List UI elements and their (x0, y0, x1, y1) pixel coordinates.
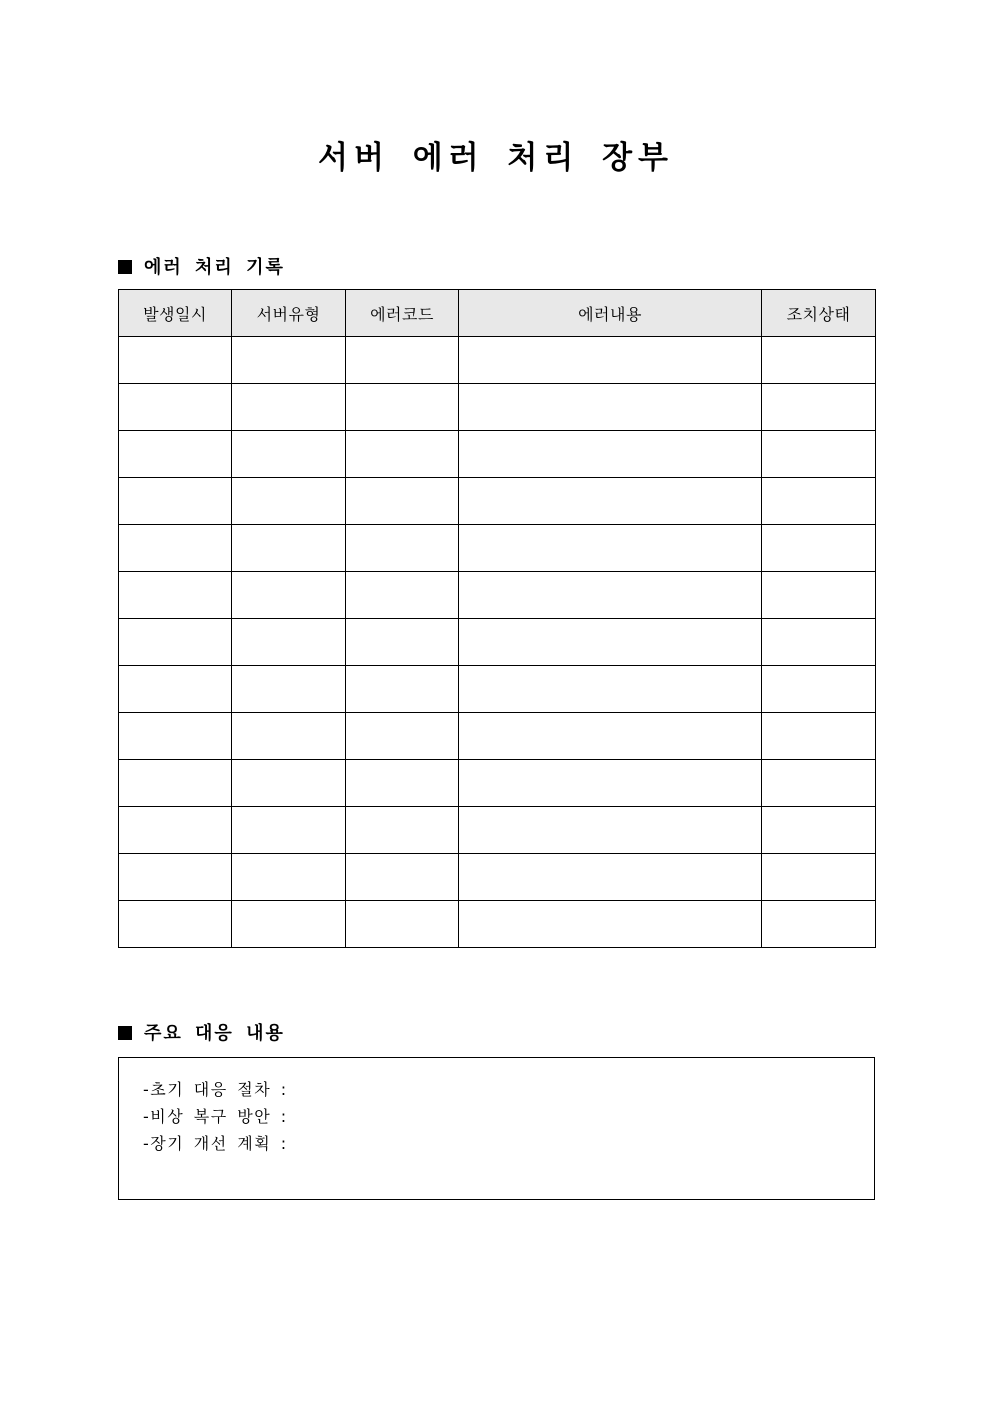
table-row (119, 572, 876, 619)
cell-server-type[interactable] (232, 713, 346, 760)
cell-action-status[interactable] (762, 713, 876, 760)
response-item-emergency: -비상 복구 방안 : (143, 1107, 288, 1126)
cell-error-detail[interactable] (459, 666, 762, 713)
cell-error-detail[interactable] (459, 760, 762, 807)
cell-error-detail[interactable] (459, 619, 762, 666)
cell-server-type[interactable] (232, 431, 346, 478)
cell-occurred-at[interactable] (119, 713, 232, 760)
table-row (119, 431, 876, 478)
cell-occurred-at[interactable] (119, 572, 232, 619)
cell-server-type[interactable] (232, 854, 346, 901)
response-item-initial: -초기 대응 절차 : (143, 1080, 288, 1099)
record-section-heading-label: 에러 처리 기록 (144, 257, 285, 278)
cell-error-detail[interactable] (459, 901, 762, 948)
table-row (119, 384, 876, 431)
table-row (119, 525, 876, 572)
cell-occurred-at[interactable] (119, 901, 232, 948)
cell-error-detail[interactable] (459, 478, 762, 525)
cell-action-status[interactable] (762, 854, 876, 901)
cell-server-type[interactable] (232, 525, 346, 572)
cell-error-code[interactable] (346, 431, 459, 478)
response-list (143, 1076, 288, 1157)
cell-occurred-at[interactable] (119, 431, 232, 478)
table-row (119, 854, 876, 901)
cell-error-code[interactable] (346, 807, 459, 854)
cell-server-type[interactable] (232, 807, 346, 854)
cell-action-status[interactable] (762, 901, 876, 948)
cell-action-status[interactable] (762, 337, 876, 384)
record-section-heading (118, 253, 285, 279)
cell-error-detail[interactable] (459, 713, 762, 760)
cell-server-type[interactable] (232, 337, 346, 384)
cell-occurred-at[interactable] (119, 854, 232, 901)
cell-occurred-at[interactable] (119, 478, 232, 525)
cell-action-status[interactable] (762, 384, 876, 431)
table-row (119, 337, 876, 384)
cell-error-code[interactable] (346, 619, 459, 666)
table-row (119, 807, 876, 854)
table-row (119, 901, 876, 948)
cell-server-type[interactable] (232, 572, 346, 619)
cell-error-detail[interactable] (459, 525, 762, 572)
cell-error-code[interactable] (346, 713, 459, 760)
column-header-error-code: 에러코드 (346, 290, 459, 337)
table-row (119, 619, 876, 666)
table-row (119, 760, 876, 807)
column-header-occurred-at: 발생일시 (119, 290, 232, 337)
cell-server-type[interactable] (232, 760, 346, 807)
table-header-row (119, 290, 876, 337)
table-row (119, 713, 876, 760)
cell-occurred-at[interactable] (119, 384, 232, 431)
square-bullet-icon (118, 260, 132, 274)
cell-error-code[interactable] (346, 337, 459, 384)
cell-error-code[interactable] (346, 525, 459, 572)
error-record-table (118, 289, 876, 948)
square-bullet-icon (118, 1026, 132, 1040)
response-section-heading-label: 주요 대응 내용 (144, 1023, 285, 1044)
cell-action-status[interactable] (762, 666, 876, 713)
cell-action-status[interactable] (762, 619, 876, 666)
cell-action-status[interactable] (762, 807, 876, 854)
cell-server-type[interactable] (232, 478, 346, 525)
cell-error-detail[interactable] (459, 854, 762, 901)
cell-server-type[interactable] (232, 901, 346, 948)
cell-error-detail[interactable] (459, 384, 762, 431)
response-item-longterm: -장기 개선 계획 : (143, 1134, 288, 1153)
cell-occurred-at[interactable] (119, 525, 232, 572)
cell-error-detail[interactable] (459, 431, 762, 478)
cell-action-status[interactable] (762, 760, 876, 807)
cell-action-status[interactable] (762, 572, 876, 619)
cell-error-code[interactable] (346, 760, 459, 807)
table-body (119, 337, 876, 948)
cell-server-type[interactable] (232, 619, 346, 666)
cell-action-status[interactable] (762, 431, 876, 478)
cell-server-type[interactable] (232, 666, 346, 713)
cell-error-detail[interactable] (459, 807, 762, 854)
cell-occurred-at[interactable] (119, 619, 232, 666)
table-row (119, 666, 876, 713)
column-header-server-type: 서버유형 (232, 290, 346, 337)
cell-error-code[interactable] (346, 384, 459, 431)
cell-error-detail[interactable] (459, 337, 762, 384)
cell-error-code[interactable] (346, 572, 459, 619)
response-section-heading (118, 1019, 285, 1045)
cell-server-type[interactable] (232, 384, 346, 431)
cell-occurred-at[interactable] (119, 337, 232, 384)
document-title: 서버 에러 처리 장부 (318, 140, 674, 176)
column-header-action-status: 조치상태 (762, 290, 876, 337)
cell-error-code[interactable] (346, 854, 459, 901)
cell-occurred-at[interactable] (119, 666, 232, 713)
cell-error-code[interactable] (346, 666, 459, 713)
table-row (119, 478, 876, 525)
column-header-error-detail: 에러내용 (459, 290, 762, 337)
cell-action-status[interactable] (762, 525, 876, 572)
cell-error-code[interactable] (346, 478, 459, 525)
cell-error-detail[interactable] (459, 572, 762, 619)
cell-occurred-at[interactable] (119, 760, 232, 807)
cell-error-code[interactable] (346, 901, 459, 948)
cell-action-status[interactable] (762, 478, 876, 525)
cell-occurred-at[interactable] (119, 807, 232, 854)
response-content-box (118, 1057, 875, 1200)
